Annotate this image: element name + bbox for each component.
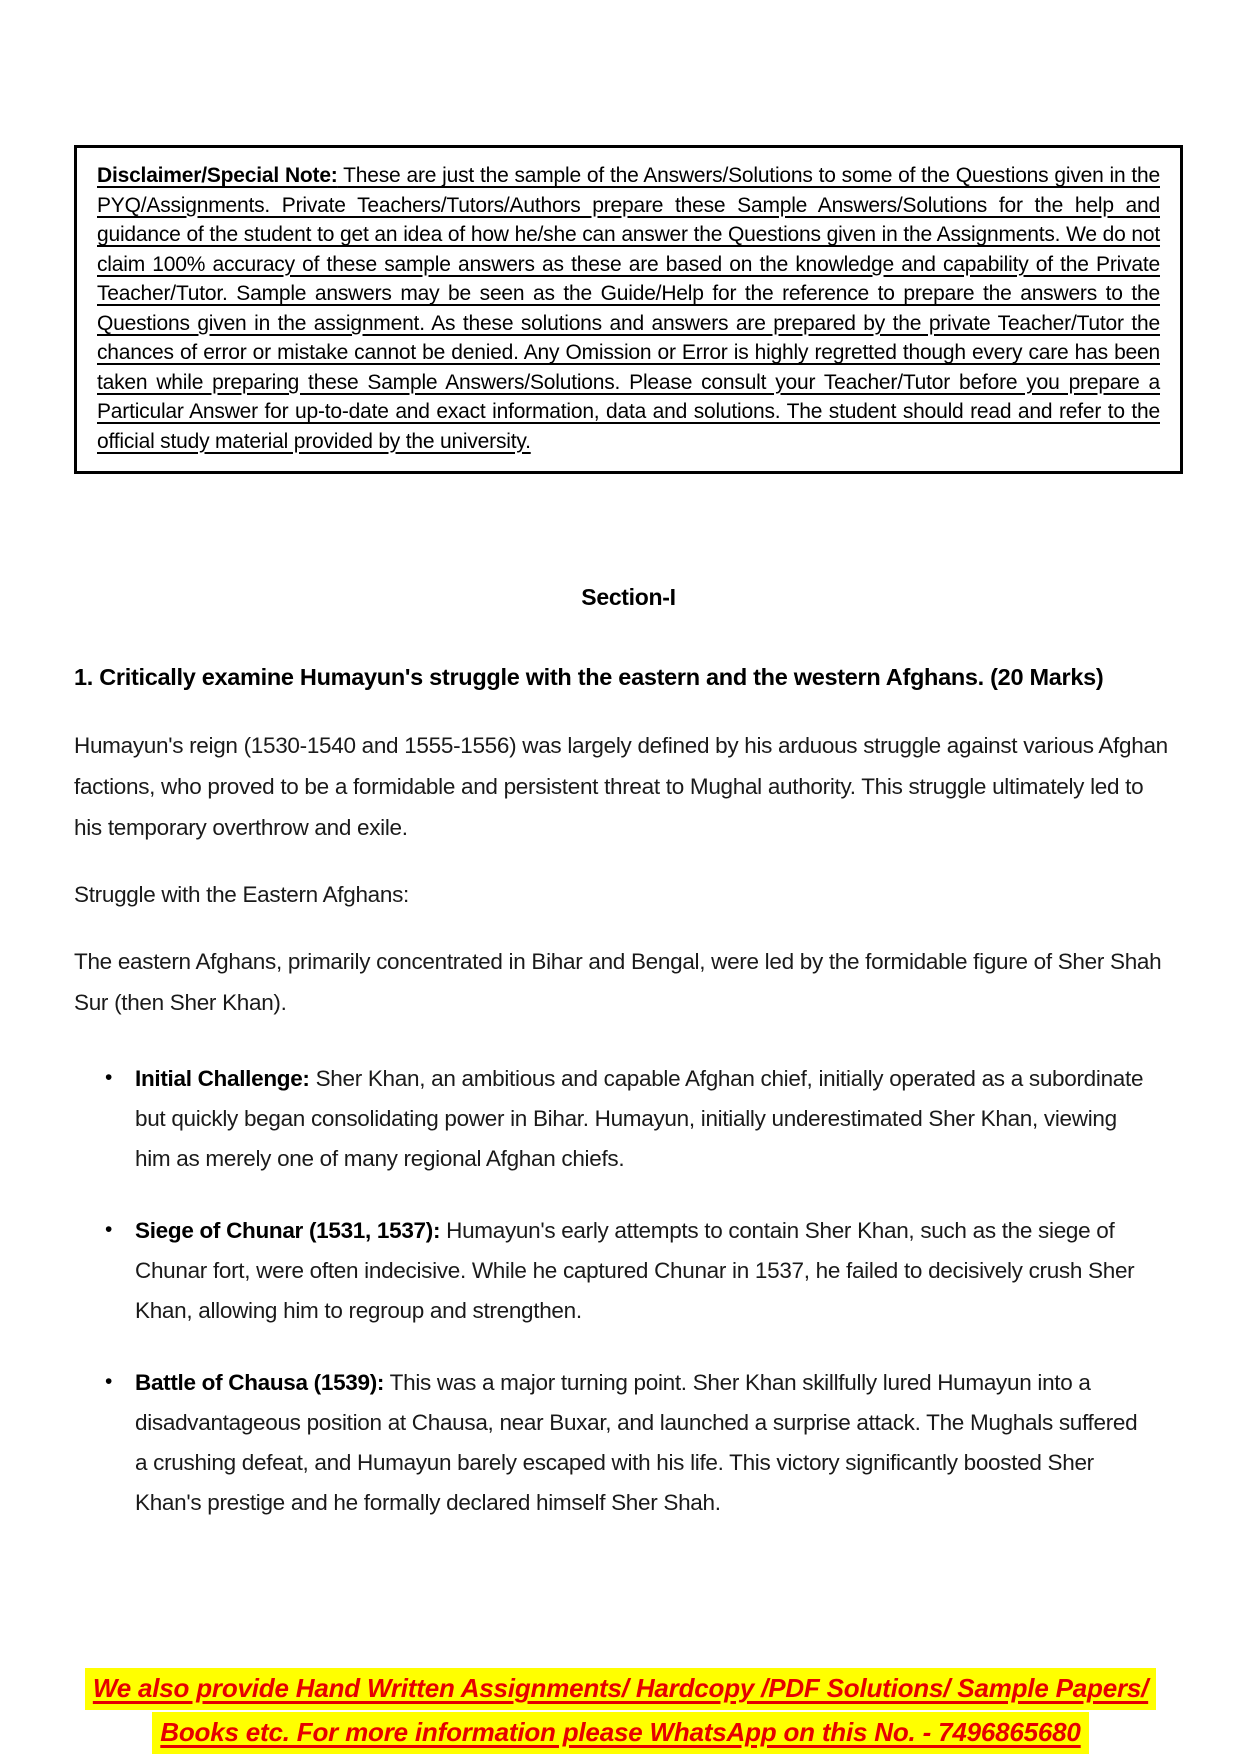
bullet-text: This was a major turning point. Sher Khan skillfully lured Humayun into a disadvantageous position at Chausa, near Buxar, and launched a surprise attack. The Mughals suffered a crushing defeat, and Humayun barely escaped with his life. This victory significantly boosted Sher Khan's prestige and he formally declared himself Sher Shah. [135,1370,1138,1515]
promo-highlight: We also provide Hand Written Assignments/ Hardcopy /PDF Solutions/ Sample Papers/ [85,1668,1156,1710]
promo-footer [0,1668,1241,1755]
disclaimer-label: Disclaimer/Special Note: [97,164,338,187]
disclaimer-body: These are just the sample of the Answers/Solutions to some of the Questions given in the PYQ/Assignments. Private Teachers/Tutors/Authors prepare these Sample Answers/Solutions for the help and guidance of the student to get an idea of how he/she can answer the Questions given in the Assignments. We do not claim 100% accuracy of these sample answers as these are based on the knowledge and capability of the Private Teacher/Tutor. Sample answers may be seen as the Guide/Help for the reference to prepare the answers to the Questions given in the assignment. As these solutions and answers are prepared by the private Teacher/Tutor the chances of error or mistake cannot be denied. Any Omission or Error is highly regretted though every care has been taken while preparing these Sample Answers/Solutions. Please consult your Teacher/Tutor before you prepare a Particular Answer for up-to-date and exact information, data and solutions. The student should read and refer to the official study material provided by the university. [97,164,1160,453]
section-heading: Section-I [581,584,676,610]
bullet-text: Sher Khan, an ambitious and capable Afghan chief, initially operated as a subordinate but quickly began consolidating power in Bihar. Humayun, initially underestimated Sher Khan, viewing him as merely one of many regional Afghan chiefs. [135,1066,1144,1171]
list-item [135,1059,1145,1179]
intro-paragraph: Humayun's reign (1530-1540 and 1555-1556) was largely defined by his arduous struggle against various Afghan factions, who proved to be a formidable and persistent threat to Mughal authority. This struggle ultimately led to his temporary overthrow and exile. [74,733,1168,840]
list-item [135,1363,1145,1523]
list-item [135,1211,1145,1331]
eastern-paragraph: The eastern Afghans, primarily concentrated in Bihar and Bengal, were led by the formidable figure of Sher Shah Sur (then Sher Khan). [74,949,1162,1015]
bullet-label: Siege of Chunar (1531, 1537): [135,1218,441,1243]
disclaimer-box [74,145,1183,474]
promo-highlight: Books etc. For more information please WhatsApp on this No. - 7496865680 [152,1712,1088,1754]
bullet-label: Initial Challenge: [135,1066,310,1091]
bullet-text: Humayun's early attempts to contain Sher Khan, such as the siege of Chunar fort, were often indecisive. While he captured Chunar in 1537, he failed to decisively crush Sher Khan, allowing him to regroup and strengthen. [135,1218,1135,1323]
bullet-list [74,1059,1183,1523]
bullet-label: Battle of Chausa (1539): [135,1370,385,1395]
question-heading: 1. Critically examine Humayun's struggle with the eastern and the western Afghans. (20 Marks) [74,664,1104,690]
subheading: Struggle with the Eastern Afghans: [74,882,410,907]
promo-footer-line2 [0,1712,1241,1755]
promo-footer-line1 [0,1668,1241,1712]
disclaimer-text [97,161,1160,456]
